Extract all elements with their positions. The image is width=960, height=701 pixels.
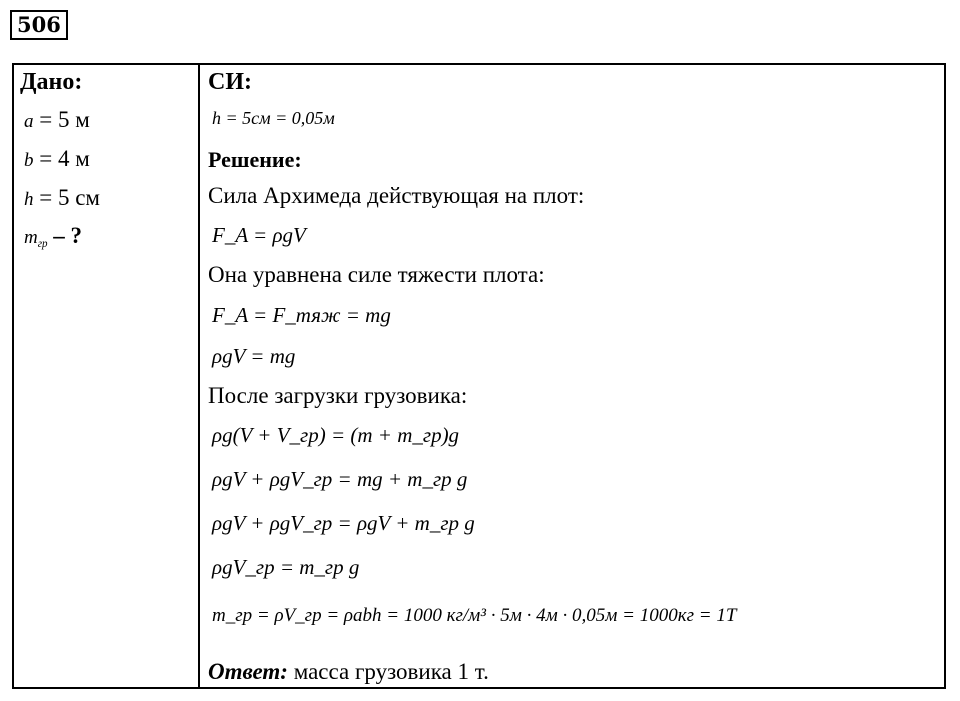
eq-final: m_гр = ρV_гр = ρabh = 1000 кг/м³ · 5м · 4м · 0,05м = 1000кг = 1T <box>212 605 737 626</box>
given-a-value: = 5 м <box>39 107 90 132</box>
given-m-value: – ? <box>53 223 83 248</box>
column-divider <box>198 65 200 687</box>
problem-number: 506 <box>10 10 68 40</box>
archimedes-text: Сила Архимеда действующая на плот: <box>208 183 585 208</box>
given-unknown <box>24 223 82 250</box>
eq-rho: ρgV = mg <box>212 344 296 368</box>
eq-step-1: ρg(V + V_гр) = (m + m_гр)g <box>212 423 460 447</box>
si-conversion: h = 5см = 0,05м <box>212 108 335 128</box>
given-h-var: h <box>24 189 34 210</box>
eq-balance: F_A = F_тяж = mg <box>212 303 391 327</box>
given-heading: Дано: <box>20 69 83 95</box>
si-heading: СИ: <box>208 69 252 95</box>
solution-heading: Решение: <box>208 147 302 172</box>
given-h-value: = 5 см <box>39 185 100 210</box>
equal-text: Она уравнена силе тяжести плота: <box>208 262 545 287</box>
answer-text: масса грузовика 1 т. <box>293 659 489 684</box>
given-a-var: a <box>24 111 34 132</box>
answer-label: Ответ: <box>208 659 288 684</box>
given-b <box>24 146 90 172</box>
given-m-var: $m_{гр}$ <box>24 227 48 250</box>
given-h <box>24 185 100 211</box>
answer <box>208 659 489 685</box>
given-b-var: b <box>24 150 34 171</box>
eq-archimedes: F_A = ρgV <box>212 223 306 247</box>
eq-step-2: ρgV + ρgV_гр = mg + m_гр g <box>212 467 468 491</box>
given-a <box>24 107 90 133</box>
given-b-value: = 4 м <box>39 146 90 171</box>
solution-table <box>12 63 946 689</box>
eq-step-3: ρgV + ρgV_гр = ρgV + m_гр g <box>212 511 475 535</box>
eq-step-4: ρgV_гр = m_гр g <box>212 555 360 579</box>
after-text: После загрузки грузовика: <box>208 383 468 408</box>
